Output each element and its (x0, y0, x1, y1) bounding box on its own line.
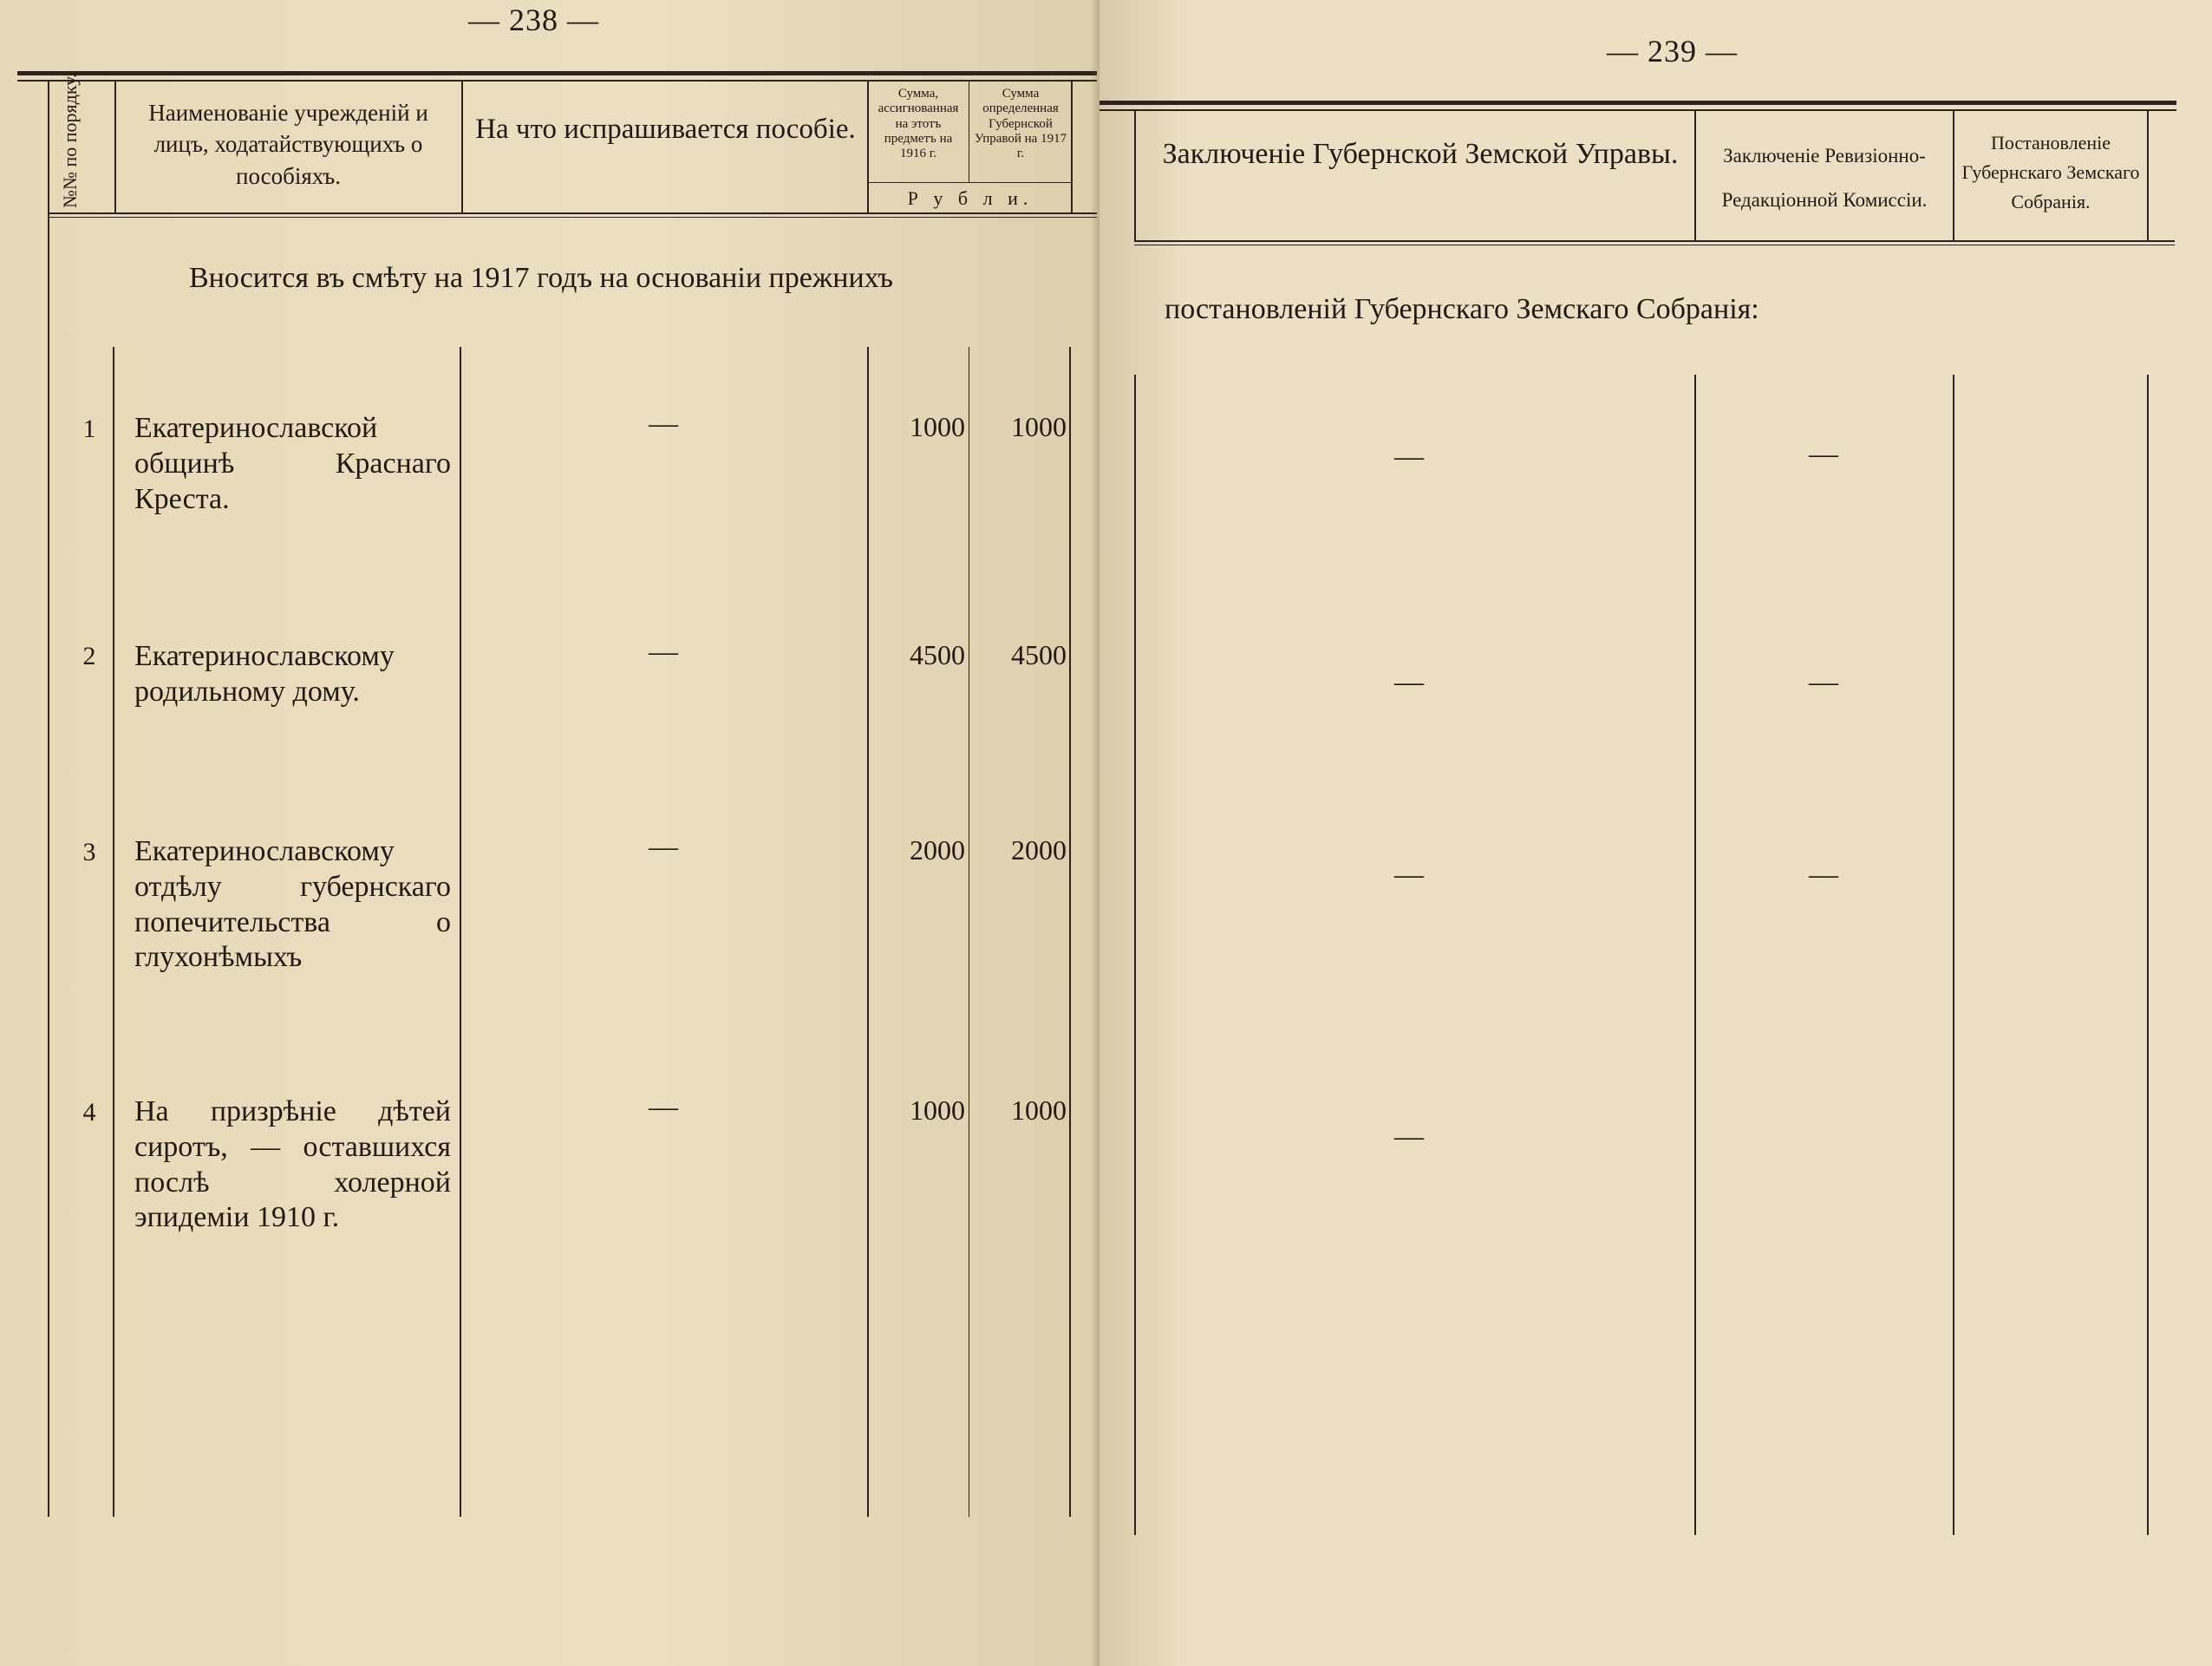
row-num: 2 (82, 642, 96, 670)
purpose-dash: — (649, 1091, 678, 1123)
commission-dash: — (1809, 438, 1838, 470)
header-commission: Заключеніе Ревизіонно-Редакціонной Комиссіи. (1721, 145, 1928, 211)
purpose-dash: — (649, 408, 678, 440)
page-number-left: — 238 — (468, 3, 599, 37)
header-num: №№ по порядку. (59, 73, 81, 208)
institution-name: Екатеринославскому родильному дому. (134, 640, 395, 708)
col-border-3-hdr (2147, 111, 2149, 242)
header-purpose: На что испрашивается пособіе. (475, 114, 856, 145)
top-rule-thin (17, 80, 1097, 82)
header-institution: Наименованіе учрежденій и лицъ, ходатайствующихъ о пособіяхъ. (148, 100, 428, 189)
institution-name: На призрѣніе дѣтей сиротъ, — оставшихся послѣ холерной эпидеміи 1910 г. (134, 1095, 451, 1234)
col-border-left (1134, 375, 1136, 1535)
col-border-1-hdr (114, 82, 116, 214)
header-unit: Р у б л и. (907, 187, 1034, 209)
col-border-1 (113, 347, 114, 1517)
col-border-left-hdr (1134, 111, 1136, 242)
row-num: 1 (82, 415, 96, 443)
row-num: 3 (82, 838, 96, 866)
commission-dash: — (1809, 666, 1838, 698)
col-border-2 (460, 347, 461, 1517)
header-bottom-rule (48, 212, 1097, 214)
col-border-5-hdr (1071, 82, 1073, 214)
sum-1917: 1000 (1011, 1094, 1067, 1126)
header-uprava: Заключеніе Губернской Земской Управы. (1162, 138, 1679, 170)
col-border-2-hdr (461, 82, 463, 214)
section-text-part1: Вносится въ смѣту на 1917 годъ на основаніи прежнихъ (189, 262, 893, 294)
uprava-dash: — (1394, 1120, 1424, 1153)
top-rule-thin (1099, 109, 2176, 111)
commission-dash: — (1809, 859, 1838, 891)
page-number-right: — 239 — (1607, 34, 1738, 69)
institution-name: Екатеринославскому отдѣлу губернскаго попечительства о глухонѣмыхъ (134, 835, 451, 974)
uprava-dash: — (1394, 859, 1424, 891)
col-border-3 (2147, 375, 2149, 1535)
right-page (1099, 0, 2212, 1666)
top-rule (17, 71, 1097, 75)
sum-1916: 1000 (910, 411, 965, 442)
left-page (0, 0, 1099, 1666)
header-sobranie: Постановленіе Губернскаго Земскаго Собранія. (1961, 132, 2140, 213)
header-sum-1916: Сумма, ассигнованная на этотъ предметъ на 1916 г. (878, 87, 959, 160)
sum-1917: 4500 (1011, 639, 1067, 670)
header-bottom-rule (1134, 240, 2175, 242)
sum-1917: 2000 (1011, 834, 1067, 866)
col-border-3-hdr (867, 82, 869, 214)
sum-1917: 1000 (1011, 411, 1067, 442)
col-border-2 (1953, 375, 1954, 1535)
col-border-3 (867, 347, 869, 1517)
uprava-dash: — (1394, 666, 1424, 698)
top-rule (1099, 101, 2176, 105)
col-border-5 (1069, 347, 1071, 1517)
purpose-dash: — (649, 831, 678, 863)
header-sum-1917: Сумма определенная Губернской Управой на 1917 г. (974, 87, 1067, 160)
sum-1916: 2000 (910, 834, 965, 866)
row-num: 4 (82, 1098, 96, 1127)
col-border-left (48, 82, 49, 1517)
purpose-dash: — (649, 636, 678, 668)
sum-1916: 4500 (910, 639, 965, 670)
sum-1916: 1000 (910, 1094, 965, 1126)
institution-name: Екатеринославской общинѣ Краснаго Креста. (134, 412, 451, 515)
col-border-1 (1694, 375, 1696, 1535)
section-text-part2: постановленій Губернскаго Земскаго Собранія: (1165, 293, 1759, 325)
uprava-dash: — (1394, 441, 1424, 473)
header-bottom-rule-thin (48, 217, 1097, 218)
